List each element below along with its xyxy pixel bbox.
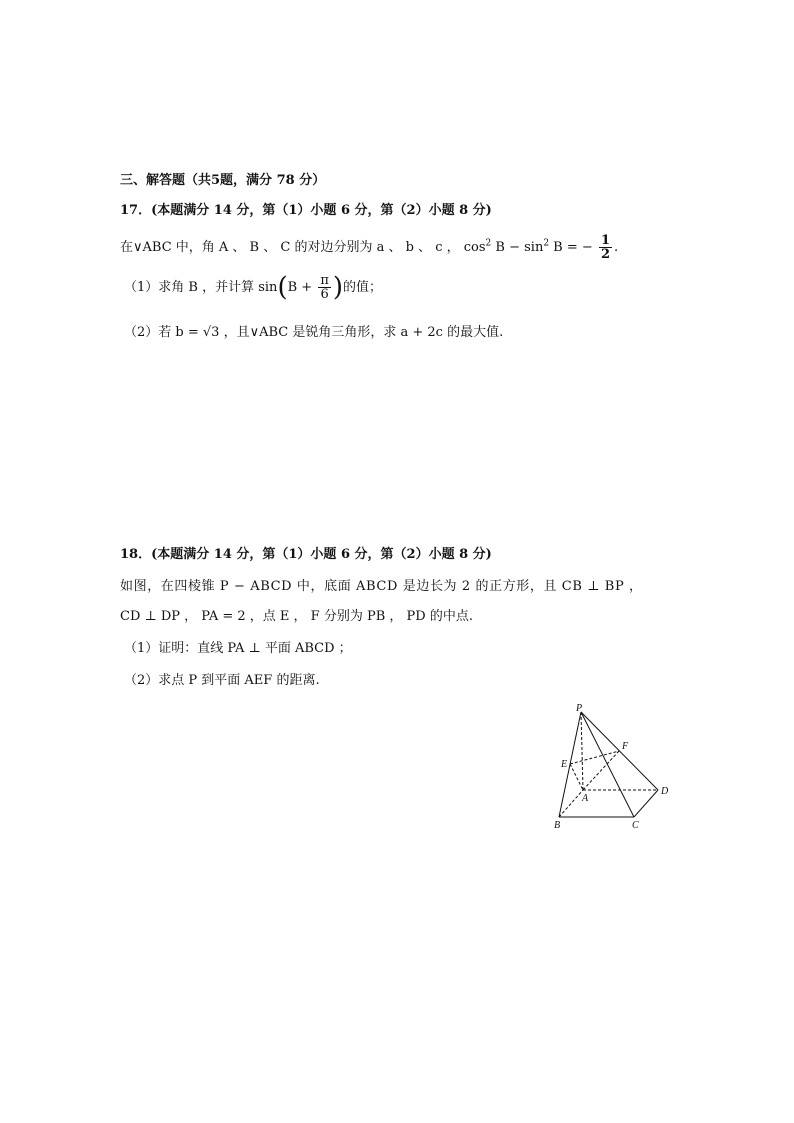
q17-header: 17．(本题满分 14 分，第（1）小题 6 分，第（2）小题 8 分) <box>120 203 492 218</box>
q17-paren-open: ( <box>277 272 288 303</box>
section-heading: 三、解答题（共5题，满分 78 分） <box>120 173 326 188</box>
q17-part2: （2）若 b = √3 ，且∨ABC 是锐角三角形，求 a + 2c 的最大值. <box>124 325 504 340</box>
q17-part1-prefix: （1）求角 B ，并计算 sin <box>124 280 278 295</box>
label-f: F <box>622 741 629 752</box>
label-d: D <box>661 786 669 797</box>
q17-stem <box>120 234 618 261</box>
q17-part1-inner: B + <box>287 280 313 295</box>
label-b: B <box>554 820 561 831</box>
pyramid-figure <box>548 700 678 835</box>
q17-stem-prefix: 在∨ABC 中，角 A 、 B 、 C 的对边分别为 a 、 b 、 c ， cos <box>120 240 486 255</box>
edge-ef <box>570 751 619 764</box>
q17-sup-b: 2 <box>543 238 550 249</box>
q17-part1-fraction: $\frac{\pi}{6}$ <box>320 273 329 302</box>
q18-stem-line2: CD ⊥ DP ， PA = 2 ，点 E ， F 分别为 PB ， PD 的中点. <box>120 609 473 624</box>
q18-part2: （2）求点 P 到平面 AEF 的距离. <box>124 673 320 688</box>
edge-cd <box>634 790 658 817</box>
label-p: P <box>576 703 583 714</box>
label-a: A <box>582 793 589 804</box>
q18-header: 18．(本题满分 14 分，第（1）小题 6 分，第（2）小题 8 分) <box>120 547 492 562</box>
edge-pd <box>581 712 658 790</box>
q18-stem-line1: 如图，在四棱锥 P − ABCD 中，底面 ABCD 是边长为 2 的正方形，且 CB ⊥ BP ， <box>120 579 643 594</box>
q17-paren-close: ) <box>332 272 344 303</box>
edge-fa <box>583 751 619 790</box>
q17-part1 <box>124 274 382 301</box>
label-e: E <box>561 759 568 770</box>
edge-ba <box>559 790 583 817</box>
q17-part1-suffix: 的值； <box>343 280 383 295</box>
q17-fraction: $\frac{1}{2}$ <box>600 233 610 262</box>
q17-stem-end: . <box>613 240 619 255</box>
label-c: C <box>632 820 639 831</box>
q17-stem-mid1: B − sin <box>491 240 544 255</box>
q17-sup-a: 2 <box>485 238 492 249</box>
edge-ea <box>570 764 583 790</box>
q17-stem-mid2: B = − <box>549 240 593 255</box>
edge-pa <box>581 712 583 790</box>
edge-pc <box>581 712 634 817</box>
q18-part1: （1）证明：直线 PA ⊥ 平面 ABCD ； <box>124 641 352 656</box>
